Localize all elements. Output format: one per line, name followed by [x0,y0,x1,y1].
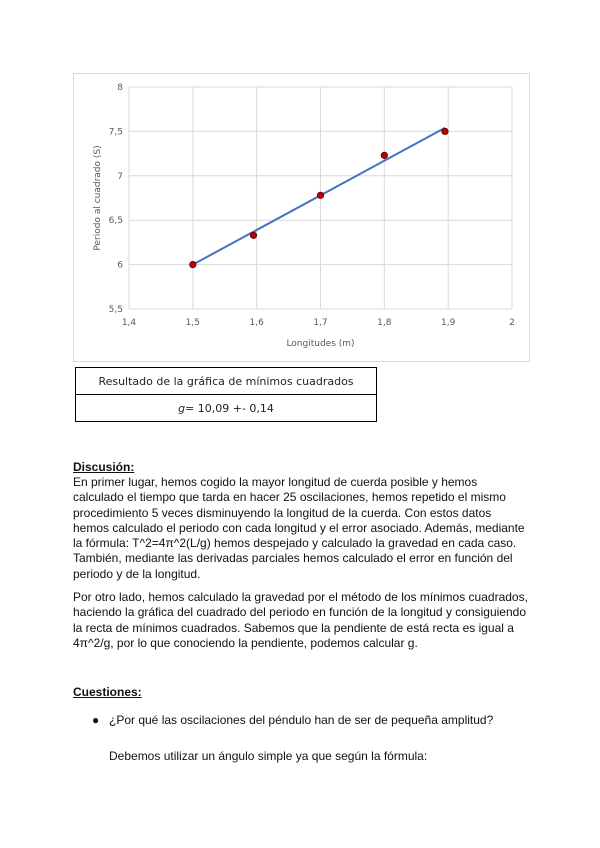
discussion-paragraph-1: En primer lugar, hemos cogido la mayor longitud de cuerda posible y hemos calculado el tiempo que tarda en hacer 25 oscilaciones, hemos repetido el mismo procedimiento 5 veces disminuyendo la longitud de la cuerda. Con estos datos hemos calculado el periodo con cada longitud y el error asociado. Además, mediante la fórmula: T^2=4π^2(L/g) hemos despejado y calculado la gravedad en cada caso. También, mediante las derivadas parciales hemos calculado el error en función del periodo y de la longitud. [73,475,525,581]
y-tick-label: 8 [117,83,123,93]
bullet-icon: ● [92,713,100,727]
g-symbol: g [178,401,186,415]
question-1: ¿Por qué las oscilaciones del péndulo han de ser de pequeña amplitud? [109,713,494,727]
questions-title: Cuestiones: [73,685,142,699]
x-tick-label: 1,7 [313,318,328,328]
y-tick-label: 6 [117,260,123,271]
question-list-item [92,713,493,728]
scatter-chart [74,74,529,361]
x-tick-label: 2 [509,318,515,328]
data-point [250,232,256,238]
discussion-paragraph-2: Por otro lado, hemos calculado la gravedad por el método de los mínimos cuadrados, haciendo la gráfica del cuadrado del periodo en función de la longitud y consiguiendo la recta de mínimos cuadrados. Sabemos que la pendiente de está recta es igual a 4π^2/g, por lo que conociendo la pendiente, podemos calcular g. [73,590,528,650]
x-tick-label: 1,6 [249,318,264,328]
data-point [442,128,448,134]
x-tick-label: 1,4 [121,318,137,328]
y-tick-label: 5,5 [108,305,123,315]
chart-container [73,73,530,362]
discussion-title: Discusión: [73,460,135,474]
x-tick-label: 1,5 [185,318,200,328]
answer-1: Debemos utilizar un ángulo simple ya que según la fórmula: [109,749,428,763]
x-tick-label: 1,9 [441,318,456,328]
data-point [317,192,323,198]
data-point [381,152,387,158]
result-table-value [76,395,377,422]
g-value: = 10,09 +- 0,14 [185,401,274,415]
result-table-header: Resultado de la gráfica de mínimos cuadrados [76,368,377,395]
y-axis-label: Periodo al cuadrado (S) [93,145,103,251]
x-axis-label: Longitudes (m) [286,339,355,349]
y-tick-label: 7 [117,171,123,182]
x-tick-label: 1,8 [377,318,392,328]
y-tick-label: 6,5 [108,216,123,227]
data-point [190,261,196,267]
result-table [75,367,377,422]
y-tick-label: 7,5 [108,127,123,138]
